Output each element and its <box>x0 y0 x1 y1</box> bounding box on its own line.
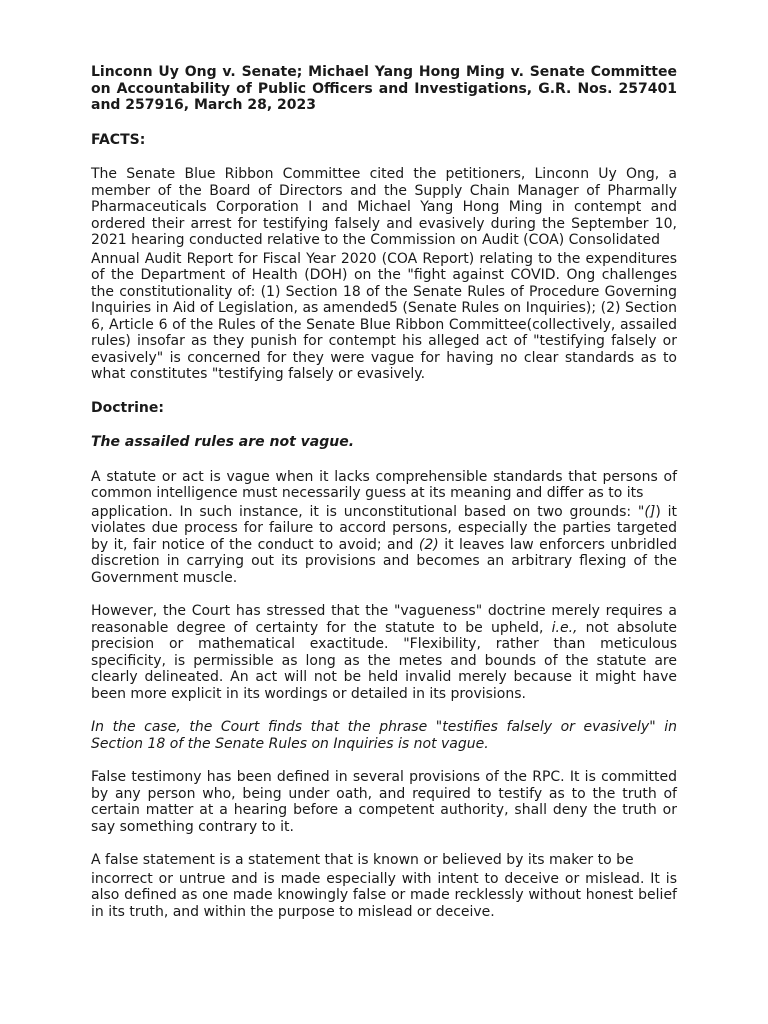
vagueness-text-part2c: ) it violates due process for failure to accord persons, especially the parties targeted by it, fair notice of the conduct to avoid; and <box>91 503 677 553</box>
court-finding-paragraph: In the case, the Court finds that the phrase "testifies falsely or evasively" in Section 18 of the Senate Rules on Inquiries is not vague. <box>91 719 677 752</box>
ground-two-marker: (2) <box>418 536 439 553</box>
document-page <box>91 64 677 937</box>
facts-text-part1: The Senate Blue Ribbon Committee cited the petitioners, Linconn Uy Ong, a member of the Board of Directors and the Supply Chain Manager of Pharmally Pharmaceuticals Corporation I and Michael Yang Hong Ming in contempt and ordered their arrest for testifying falsely and evasively during the September 10, 2021 hearing conducted relative to the Commission on Audit (COA) Consolidated <box>91 166 677 248</box>
ie-abbrev: i.e., <box>551 619 578 636</box>
however-text-a: However, the Court has stressed that the "vagueness" doctrine merely requires a reasonable degree of certainty for the statute to be upheld, <box>91 603 677 636</box>
vagueness-text-part1: A statute or act is vague when it lacks comprehensible standards that persons of common intelligence must necessarily guess at its meaning and differ as to its <box>91 468 677 501</box>
false-statement-part1: A false statement is a statement that is known or believed by its maker to be <box>91 852 634 868</box>
facts-paragraph <box>91 166 677 383</box>
doctrine-subheading: The assailed rules are not vague. <box>91 434 355 450</box>
facts-text-part2: Annual Audit Report for Fiscal Year 2020 (COA Report) relating to the expenditures of the Department of Health (DOH) on the "fight against COVID. Ong challenges the constitutionality of: (1) Section 18 of the Senate Rules of Procedure Governing Inquiries in Aid of Legislation, as amended5 (Senate Rules on Inquiries); (2) Section 6, Article 6 of the Rules of the Senate Blue Ribbon Committee(collectively, assailed rules) insofar as they punish for contempt his alleged act of "testifying falsely or evasively" is concerned for they were vague for having no clear standards as to what constitutes "testifying falsely or evasively. <box>91 250 677 382</box>
however-paragraph <box>91 603 677 702</box>
vagueness-text-part2e: it leaves law enforcers unbridled discretion in carrying out its provisions and becomes an arbitrary flexing of the Government muscle. <box>91 536 677 586</box>
case-title: Linconn Uy Ong v. Senate; Michael Yang Hong Ming v. Senate Committee on Accountability of Public Officers and Investigations, G.R. Nos. 257401 and 257916, March 28, 2023 <box>91 64 677 113</box>
ground-one-marker: (] <box>644 503 656 520</box>
false-statement-part2: incorrect or untrue and is made especially with intent to deceive or mislead. It is also defined as one made knowingly false or made recklessly without honest belief in its truth, and within the purpose to mislead or deceive. <box>91 870 677 920</box>
facts-heading: FACTS: <box>91 131 146 148</box>
vagueness-text-part2a: application. In such instance, it is unconstitutional based on two grounds: " <box>91 503 645 520</box>
false-testimony-paragraph: False testimony has been defined in several provisions of the RPC. It is committed by any person who, being under oath, and required to testify as to the truth of certain matter at a hearing before a competent authority, shall deny the truth or say something contrary to it. <box>91 769 677 835</box>
doctrine-heading: Doctrine: <box>91 399 164 416</box>
false-statement-paragraph <box>91 852 677 920</box>
vagueness-paragraph <box>91 469 677 587</box>
however-text-c: not absolute precision or mathematical exactitude. "Flexibility, rather than meticulous specificity, is permissible as long as the metes and bounds of the statute are clearly delineated. An act will not be held invalid merely because it might have been more explicit in its wordings or detailed in its provisions. <box>91 619 677 702</box>
